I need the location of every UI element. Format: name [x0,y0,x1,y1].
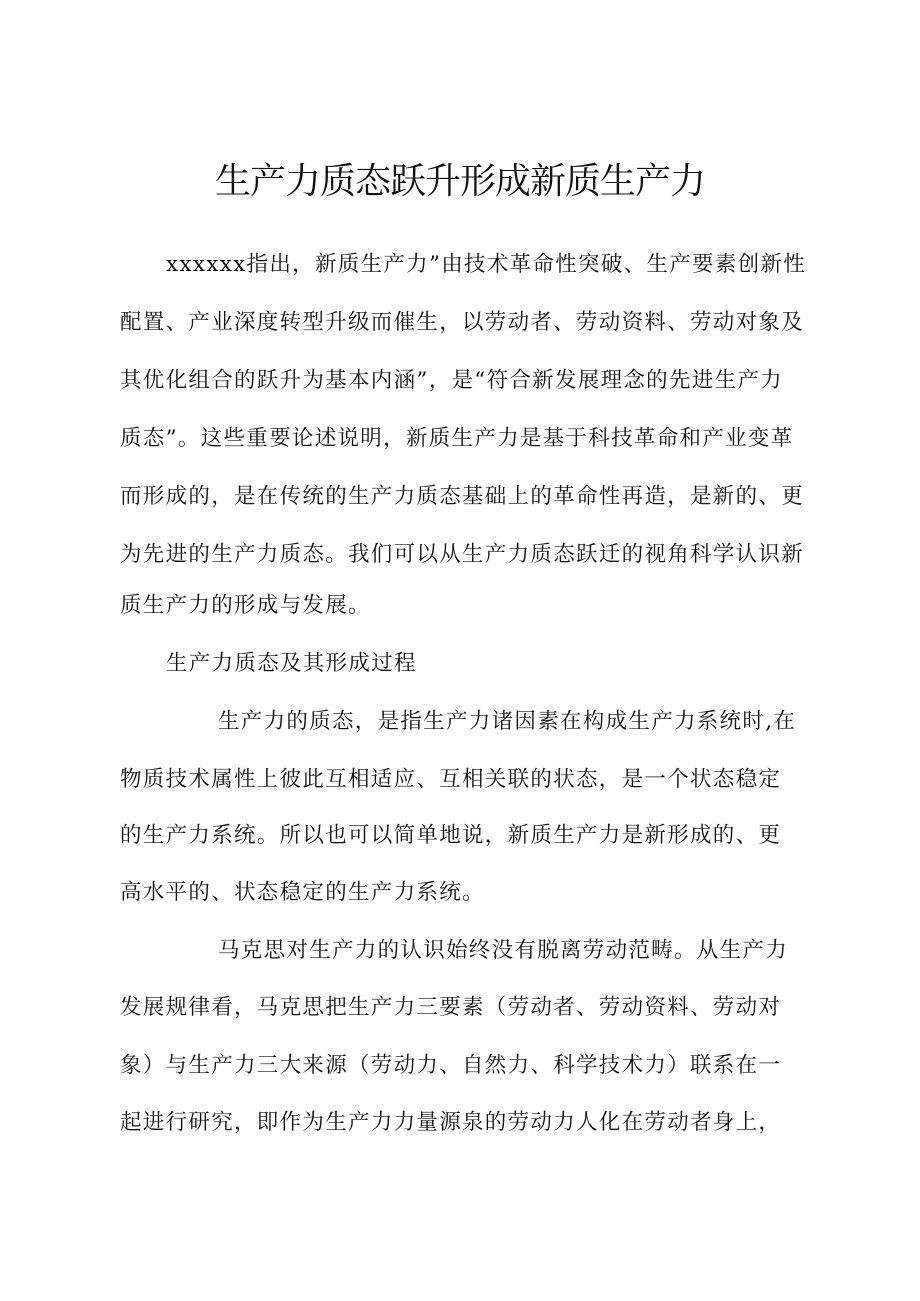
paragraph-line: 马克思对生产力的认识始终没有脱离劳动范畴。从生产力 [218,938,789,963]
paragraph-line: 生产力的质态，是指生产力诸因素在构成生产力系统时,在 [218,709,797,734]
paragraph-line: 发展规律看，马克思把生产力三要素（劳动者、劳动资料、劳动对 [120,995,782,1020]
paragraph-line: 高水平的、状态稳定的生产力系统。 [120,880,485,905]
paragraph-line: 质态”。这些重要论述说明，新质生产力是基于科技革命和产业变革 [120,426,794,451]
paragraph-line: 其优化组合的跃升为基本内涵”，是“符合新发展理念的先进生产力 [120,368,783,393]
document-title: 生产力质态跃升形成新质生产力 [214,161,705,202]
paragraph-line: 的生产力系统。所以也可以简单地说，新质生产力是新形成的、更 [120,823,782,848]
paragraph-line: 配置、产业深度转型升级而催生，以劳动者、劳动资料、劳动对象及 [120,310,805,335]
paragraph-line: xxxxxx指出，新质生产力”由技术革命性突破、生产要素创新性 [166,252,807,277]
section-heading: 生产力质态及其形成过程 [166,651,417,676]
paragraph-line: 质生产力的形成与发展。 [120,593,371,618]
paragraph-line: 起进行研究，即作为生产力力量源泉的劳动力人化在劳动者身上， [120,1110,782,1135]
paragraph-line: 为先进的生产力质态。我们可以从生产力质态跃迁的视角科学认识新 [120,542,805,567]
paragraph-line: 物质技术属性上彼此互相适应、互相关联的状态，是一个状态稳定 [120,767,782,792]
paragraph-line: 象）与生产力三大来源（劳动力、自然力、科学技术力）联系在一 [120,1053,782,1078]
paragraph-line: 而形成的，是在传统的生产力质态基础上的革命性再造，是新的、更 [120,484,805,509]
